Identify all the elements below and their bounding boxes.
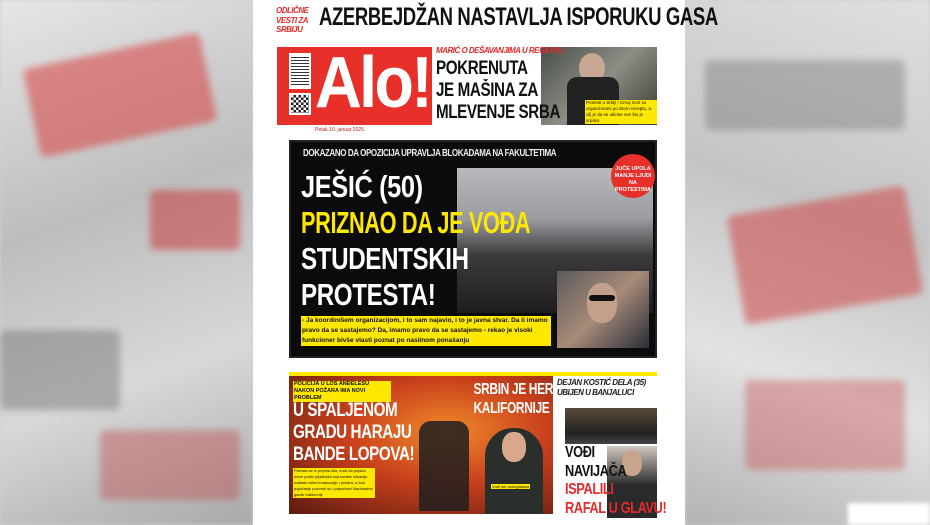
story-top-caption: Protesti u Srbiji i Crnoj Gori su organizovani po istom receptu, a cilj je da se uklone sve što je srpsko	[585, 100, 657, 124]
fire-body: Požrala se iz pepela žila, trudi da pojača mere protiv pljačkaša koji koriste situaciju nastalu usled evakuacije i požara, a kao pojačanje pozvani su i pripadnici Nacionalne garde Kalifornije	[293, 468, 375, 498]
date-line: Petak 10. januar 2025.	[315, 127, 366, 133]
side-kicker: DEJAN KOSTIĆ DELA (35) UBIJEN U BANJALUCI	[557, 378, 646, 397]
newspaper-front-page	[253, 0, 718, 525]
blurred-background-right	[685, 0, 930, 525]
blurred-background-left	[0, 0, 253, 525]
logo: Alo!	[315, 43, 431, 123]
crime-scene-photo	[565, 408, 657, 444]
headline-line: BANDE LOPOVA!	[293, 444, 415, 465]
headline-line: POKRENUTA	[436, 58, 528, 79]
barcode-icon	[289, 53, 311, 89]
headline-line: MLEVENJE SRBA	[436, 102, 561, 123]
headline-line: KALIFORNIJE	[473, 400, 550, 417]
main-line-2: PRIZNAO DA JE VOĐA	[301, 205, 531, 240]
main-line-1: JEŠIĆ (50)	[301, 169, 423, 204]
hero-photo	[485, 428, 543, 514]
fire-headline	[293, 400, 444, 466]
fire-story	[289, 376, 569, 514]
main-story	[289, 140, 657, 358]
headline-line: JE MAŠINA ZA	[436, 80, 538, 101]
masthead	[277, 43, 432, 125]
main-line-4: PROTESTA!	[301, 277, 436, 312]
main-kicker: DOKAZANO DA OPOZICIJA UPRAVLJA BLOKADAMA NA FAKULTETIMA	[303, 148, 557, 159]
headline-line: NAVIJAČA	[565, 462, 627, 480]
top-kicker: ODLIČNE VESTI ZA SRBIJU	[276, 6, 309, 34]
side-story	[557, 378, 667, 517]
headline-line: ISPALILI	[565, 481, 614, 498]
hero-caption: Vodi tim vatrogasaca	[492, 484, 530, 489]
jesic-photo	[557, 271, 649, 348]
main-quote: - Ja koordinišem organizacijom, i to sam najavio, i to je javna stvar. Da li imamo pravo da se sastajemo? Da, imamo pravo da se sastajemo - rekao je visoki funkcioner bivše vlasti poznat po nasilnom ponašanju	[301, 316, 551, 346]
qr-code-icon	[289, 93, 311, 115]
headline-line: VOĐI	[565, 444, 595, 461]
story-top-kicker: MARIĆ O DEŠAVANJIMA U REGIONU	[436, 46, 563, 55]
fire-kicker: POLICIJA U LOS ANĐELESU NAKON POŽARA IMA NOVI PROBLEM	[293, 381, 391, 402]
headline-line: U SPALJENOM	[293, 400, 398, 421]
headline-line: RAFAL U GLAVU!	[565, 499, 667, 517]
main-line-3: STUDENTSKIH	[301, 241, 469, 276]
top-headline: AZERBEJDŽAN NASTAVLJA ISPORUKU GASA	[319, 3, 718, 31]
hero-headline	[449, 380, 569, 418]
headline-line: SRBIN JE HEROJ	[473, 381, 569, 398]
headline-line: GRADU HARAJU	[293, 422, 412, 443]
story-top-headline	[436, 58, 591, 124]
side-headline	[565, 444, 692, 518]
badge: JUČE UPOLA MANJE LJUDI NA PROTESTIMA	[611, 154, 655, 198]
